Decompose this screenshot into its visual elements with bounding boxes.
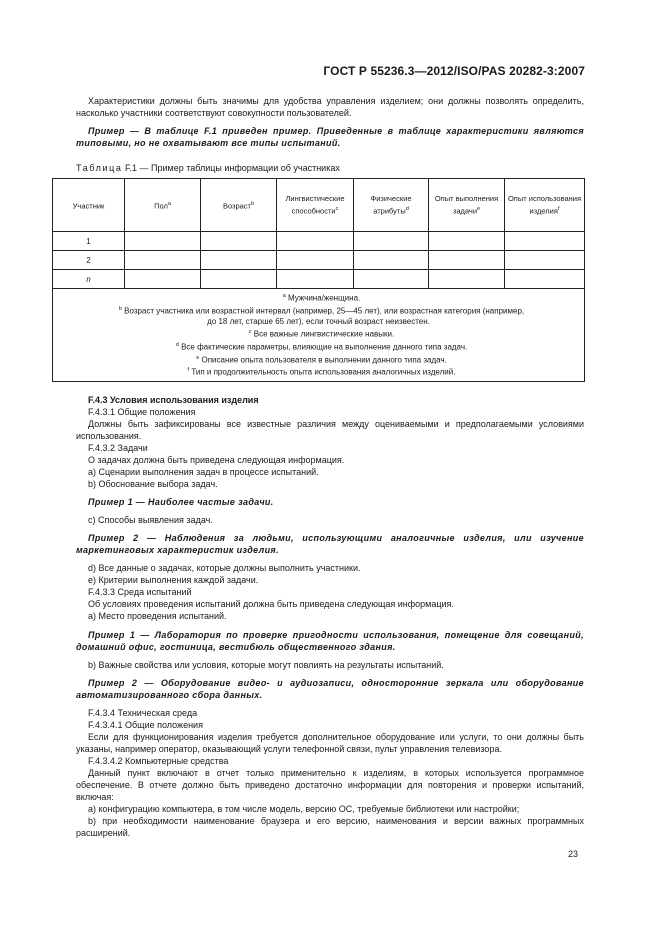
example: Пример 2 — Оборудование видео- и аудиозаписи, односторонние зеркала или оборудование автоматизированного сбора данных. <box>76 678 584 700</box>
paragraph: О задачах должна быть приведена следующая информация. <box>88 455 345 465</box>
list-item: а) конфигурацию компьютера, в том числе модель, версию ОС, требуемые библиотеки или настройки; <box>88 804 520 814</box>
list-item: а) Сценарии выполнения задач в процессе испытаний. <box>88 467 319 477</box>
list-item: b) при необходимости наименование браузера и его версию, наименования и версии важных программных расширений. <box>76 816 584 838</box>
header-cell: Возраст$^b$ <box>201 179 277 232</box>
participant-id: n <box>53 270 125 289</box>
footnote: до 18 лет, старше 65 лет), если точный возраст неизвестен. <box>207 317 430 327</box>
table-notes-row <box>53 289 585 382</box>
list-item: b) Обоснование выбора задач. <box>88 479 218 489</box>
paragraph: Об условиях проведения испытаний должна быть приведена следующая информация. <box>88 599 454 609</box>
subsection-heading: F.4.3.4 Техническая среда <box>88 708 198 718</box>
list-item: а) Место проведения испытаний. <box>88 611 227 621</box>
participant-id: 1 <box>53 232 125 251</box>
document-header: ГОСТ Р 55236.3—2012/ISO/PAS 20282-3:2007 <box>323 64 585 78</box>
footnote: $^b$ Возраст участника или возрастной интервал (например, 25—45 лет), или возрастная категория (например, <box>118 305 525 316</box>
subsection-heading: F.4.3.1 Общие положения <box>88 407 196 417</box>
participants-table <box>52 178 585 382</box>
table-caption <box>76 163 340 173</box>
subsection-heading: F.4.3.4.1 Общие положения <box>88 720 203 730</box>
list-item: с) Способы выявления задач. <box>88 515 213 525</box>
subsection-heading: F.4.3.3 Среда испытаний <box>88 587 192 597</box>
example: Пример 1 — Наиболее частые задачи. <box>88 497 274 507</box>
table-row <box>53 232 585 251</box>
subsection-heading: F.4.3.2 Задачи <box>88 443 148 453</box>
footnote: $^d$ Все фактические параметры, влияющие на выполнение данного типа задач. <box>175 341 468 352</box>
paragraph: Данный пункт включают в отчет только применительно к изделиям, в которых используется программное обеспечение. В отчете должно быть приведено достаточно информации для повторения и проверки испытаний, включая: <box>76 768 584 802</box>
subsection-heading: F.4.3.4.2 Компьютерные средства <box>88 756 229 766</box>
table-header-row <box>53 179 585 232</box>
table-caption-prefix: Таблица <box>76 163 123 173</box>
list-item: е) Критерии выполнения каждой задачи. <box>88 575 259 585</box>
table-row <box>53 251 585 270</box>
intro-example: Пример — В таблице F.1 приведен пример. Приведенные в таблице характеристики являются типовыми, но не охватывают все типы испытаний. <box>76 126 584 148</box>
list-item: b) Важные свойства или условия, которые могут повлиять на результаты испытаний. <box>88 660 444 670</box>
table-row <box>53 270 585 289</box>
header-cell: Физические атрибуты$^d$ <box>354 179 429 232</box>
header-cell: Пол$^a$ <box>125 179 201 232</box>
header-cell: Опыт выполнения задачи$^e$ <box>429 179 505 232</box>
footnote: $^e$ Описание опыта пользователя в выполнении данного типа задач. <box>196 354 447 365</box>
header-cell: Опыт использования изделия$^f$ <box>505 179 585 232</box>
participant-id: 2 <box>53 251 125 270</box>
intro-paragraph: Характеристики должны быть значимы для удобства управления изделием; они должны позволять определить, насколько участники соответствуют совокупности пользователей. <box>76 96 584 118</box>
table-footnotes <box>53 289 585 382</box>
header-cell: Участник <box>53 179 125 232</box>
list-item: d) Все данные о задачах, которые должны выполнить участники. <box>88 563 361 573</box>
example: Пример 2 — Наблюдения за людьми, использующими аналогичные изделия, или изучение маркетинговых характеристик изделия. <box>76 533 584 555</box>
paragraph: Должны быть зафиксированы все известные различия между оцениваемыми и предполагаемыми условиями использования. <box>76 419 584 441</box>
section-heading: F.4.3 Условия использования изделия <box>88 395 259 405</box>
footnote: $^f$ Тип и продолжительность опыта использования аналогичных изделий. <box>187 367 456 377</box>
footnote: $^c$ Все важные лингвистические навыки. <box>248 329 395 339</box>
paragraph: Если для функционирования изделия требуется дополнительное оборудование или услуги, то они должны быть указаны, например оператор, оказывающий услуги телефонной связи, пульт управления телевизора. <box>76 732 584 754</box>
footnote: $^a$ Мужчина/женщина. <box>282 293 361 303</box>
example: Пример 1 — Лаборатория по проверке пригодности использования, помещение для совещаний, домашний офис, гостиница, вестибюль общественного здания. <box>76 630 584 652</box>
table-caption-text: F.1 — Пример таблицы информации об участниках <box>125 163 340 173</box>
header-cell: Лингвистические способности$^c$ <box>277 179 354 232</box>
page-number: 23 <box>568 849 579 859</box>
